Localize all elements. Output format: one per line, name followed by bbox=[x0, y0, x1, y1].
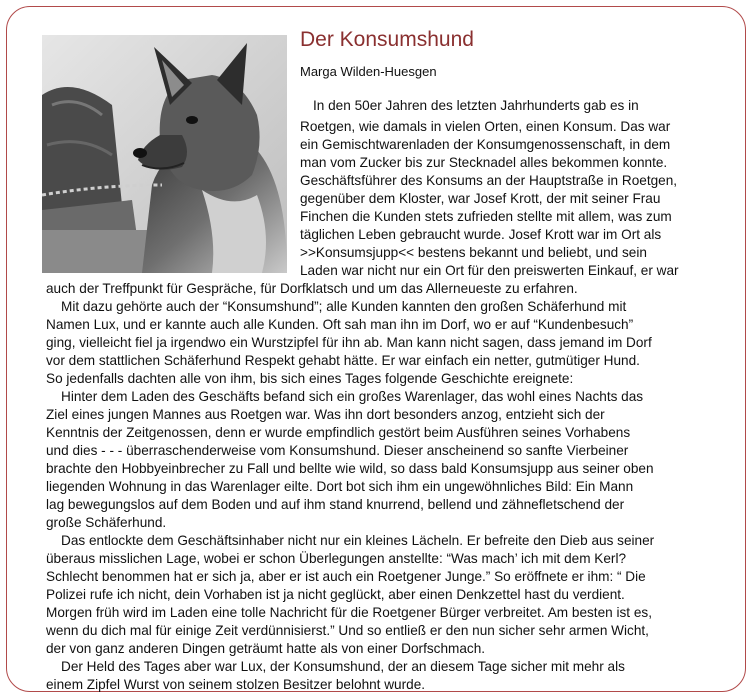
text-line: lag bewegungslos auf dem Boden und auf ihm stand knurrend, bellend und zähnefletschend der bbox=[46, 497, 625, 512]
text-line: Finchen die Kunden stets zufrieden stellte mit allem, was zum bbox=[300, 209, 672, 224]
text-line: Das entlockte dem Geschäftsinhaber nicht nur ein kleines Lächeln. Er befreite den Dieb aus seiner bbox=[61, 533, 655, 548]
text-line: liegenden Wohnung in das Warenlager eilte. Dort bot sich ihm ein ungewöhnliches Bild: Ein Mann bbox=[46, 479, 634, 494]
dog-illustration bbox=[42, 35, 287, 273]
text-line: vor dem stattlichen Schäferhund Respekt gehabt hätte. Er war einfach ein netter, gutmütiger Hund. bbox=[46, 353, 640, 368]
text-line: Ziel eines jungen Mannes aus Roetgen war. Was ihn dort besonders anzog, entzieht sich der bbox=[46, 407, 605, 422]
text-line: Morgen früh wird im Laden eine tolle Nachricht für die Roetgener Bürger verbreitet. Am besten ist es, bbox=[46, 605, 652, 620]
text-line: Schlecht benommen hat er sich ja, aber er ist auch ein Roetgener Junge.” So eröffnete er ihm: “ Die bbox=[46, 569, 646, 584]
text-line: Hinter dem Laden des Geschäfts befand sich ein großes Warenlager, das wohl eines Nachts das bbox=[61, 389, 644, 404]
text-line: ein Gemischtwarenladen der Konsumgenossenschaft, in dem bbox=[300, 137, 671, 152]
text-line: In den 50er Jahren des letzten Jahrhunderts gab es in bbox=[313, 98, 639, 113]
text-line: täglichen Leben gebraucht wurde. Josef Krott war im Ort als bbox=[300, 227, 662, 242]
text-line: So jedenfalls dachten alle von ihm, bis sich eines Tages folgende Geschichte ereignete: bbox=[46, 371, 574, 386]
text-line: wenn du dich mal für einige Zeit verdünnisierst.” Und so entließ er den nun sicher sehr armen Wicht, bbox=[46, 623, 649, 638]
text-line: und dies - - - überraschenderweise vom Konsumshund. Dieser anscheinend so sanfte Vierbeiner bbox=[46, 443, 629, 458]
text-line: Kenntnis der Zeitgenossen, denn er wurde empfindlich gestört beim Ausführen seines Vorhabens bbox=[46, 425, 631, 440]
text-line: Laden war nicht nur ein Ort für den preiswerten Einkauf, er war bbox=[300, 263, 679, 278]
text-line: Geschäftsführer des Konsums an der Hauptstraße in Roetgen, bbox=[300, 173, 678, 188]
text-line: einem Zipfel Wurst von seinem stolzen Besitzer belohnt wurde. bbox=[46, 677, 426, 692]
article-author: Marga Wilden-Huesgen bbox=[300, 64, 437, 79]
text-line: auch der Treffpunkt für Gespräche, für Dorfklatsch und um das Allerneueste zu erfahren. bbox=[46, 281, 578, 296]
text-line: Der Held des Tages aber war Lux, der Konsumshund, der an diesem Tage sicher mit mehr als bbox=[61, 659, 625, 674]
text-line: große Schäferhund. bbox=[46, 515, 167, 530]
text-line: Mit dazu gehörte auch der “Konsumshund”; alle Kunden kannten den großen Schäferhund mit bbox=[61, 299, 627, 314]
text-line: >>Konsumsjupp<< bestens bekannt und beliebt, und sein bbox=[300, 245, 647, 260]
text-line: der von ganz anderen Dingen geträumt hatte als von einer Dorfschmach. bbox=[46, 641, 486, 656]
dog-photo bbox=[42, 35, 287, 273]
text-line: man vom Zucker bis zur Stecknadel alles bekommen konnte. bbox=[300, 155, 668, 170]
text-line: Roetgen, wie damals in vielen Orten, einen Konsum. Das war bbox=[300, 119, 671, 134]
text-line: Polizei rufe ich nicht, dein Vorhaben ist ja nicht geglückt, aber einen Denkzettel hast du verdient. bbox=[46, 587, 625, 602]
text-line: brachte den Hobbyeinbrecher zu Fall und bellte wie wild, so dass bald Konsumsjupp aus seiner oben bbox=[46, 461, 654, 476]
text-line: Namen Lux, und er kannte auch alle Kunden. Oft sah man ihn im Dorf, wo er auf “Kundenbesuch” bbox=[46, 317, 634, 332]
text-line: ging, vielleicht fiel ja irgendwo ein Wurstzipfel für ihn ab. Man kann nicht sagen, dass jemand im Dorf bbox=[46, 335, 652, 350]
text-line: überaus misslichen Lage, wobei er schon Überlegungen anstellte: “Was mach’ ich mit dem Kerl? bbox=[46, 551, 627, 566]
text-line: gegenüber dem Kloster, war Josef Krott, der mit seiner Frau bbox=[300, 191, 661, 206]
article-title: Der Konsumshund bbox=[300, 28, 474, 51]
